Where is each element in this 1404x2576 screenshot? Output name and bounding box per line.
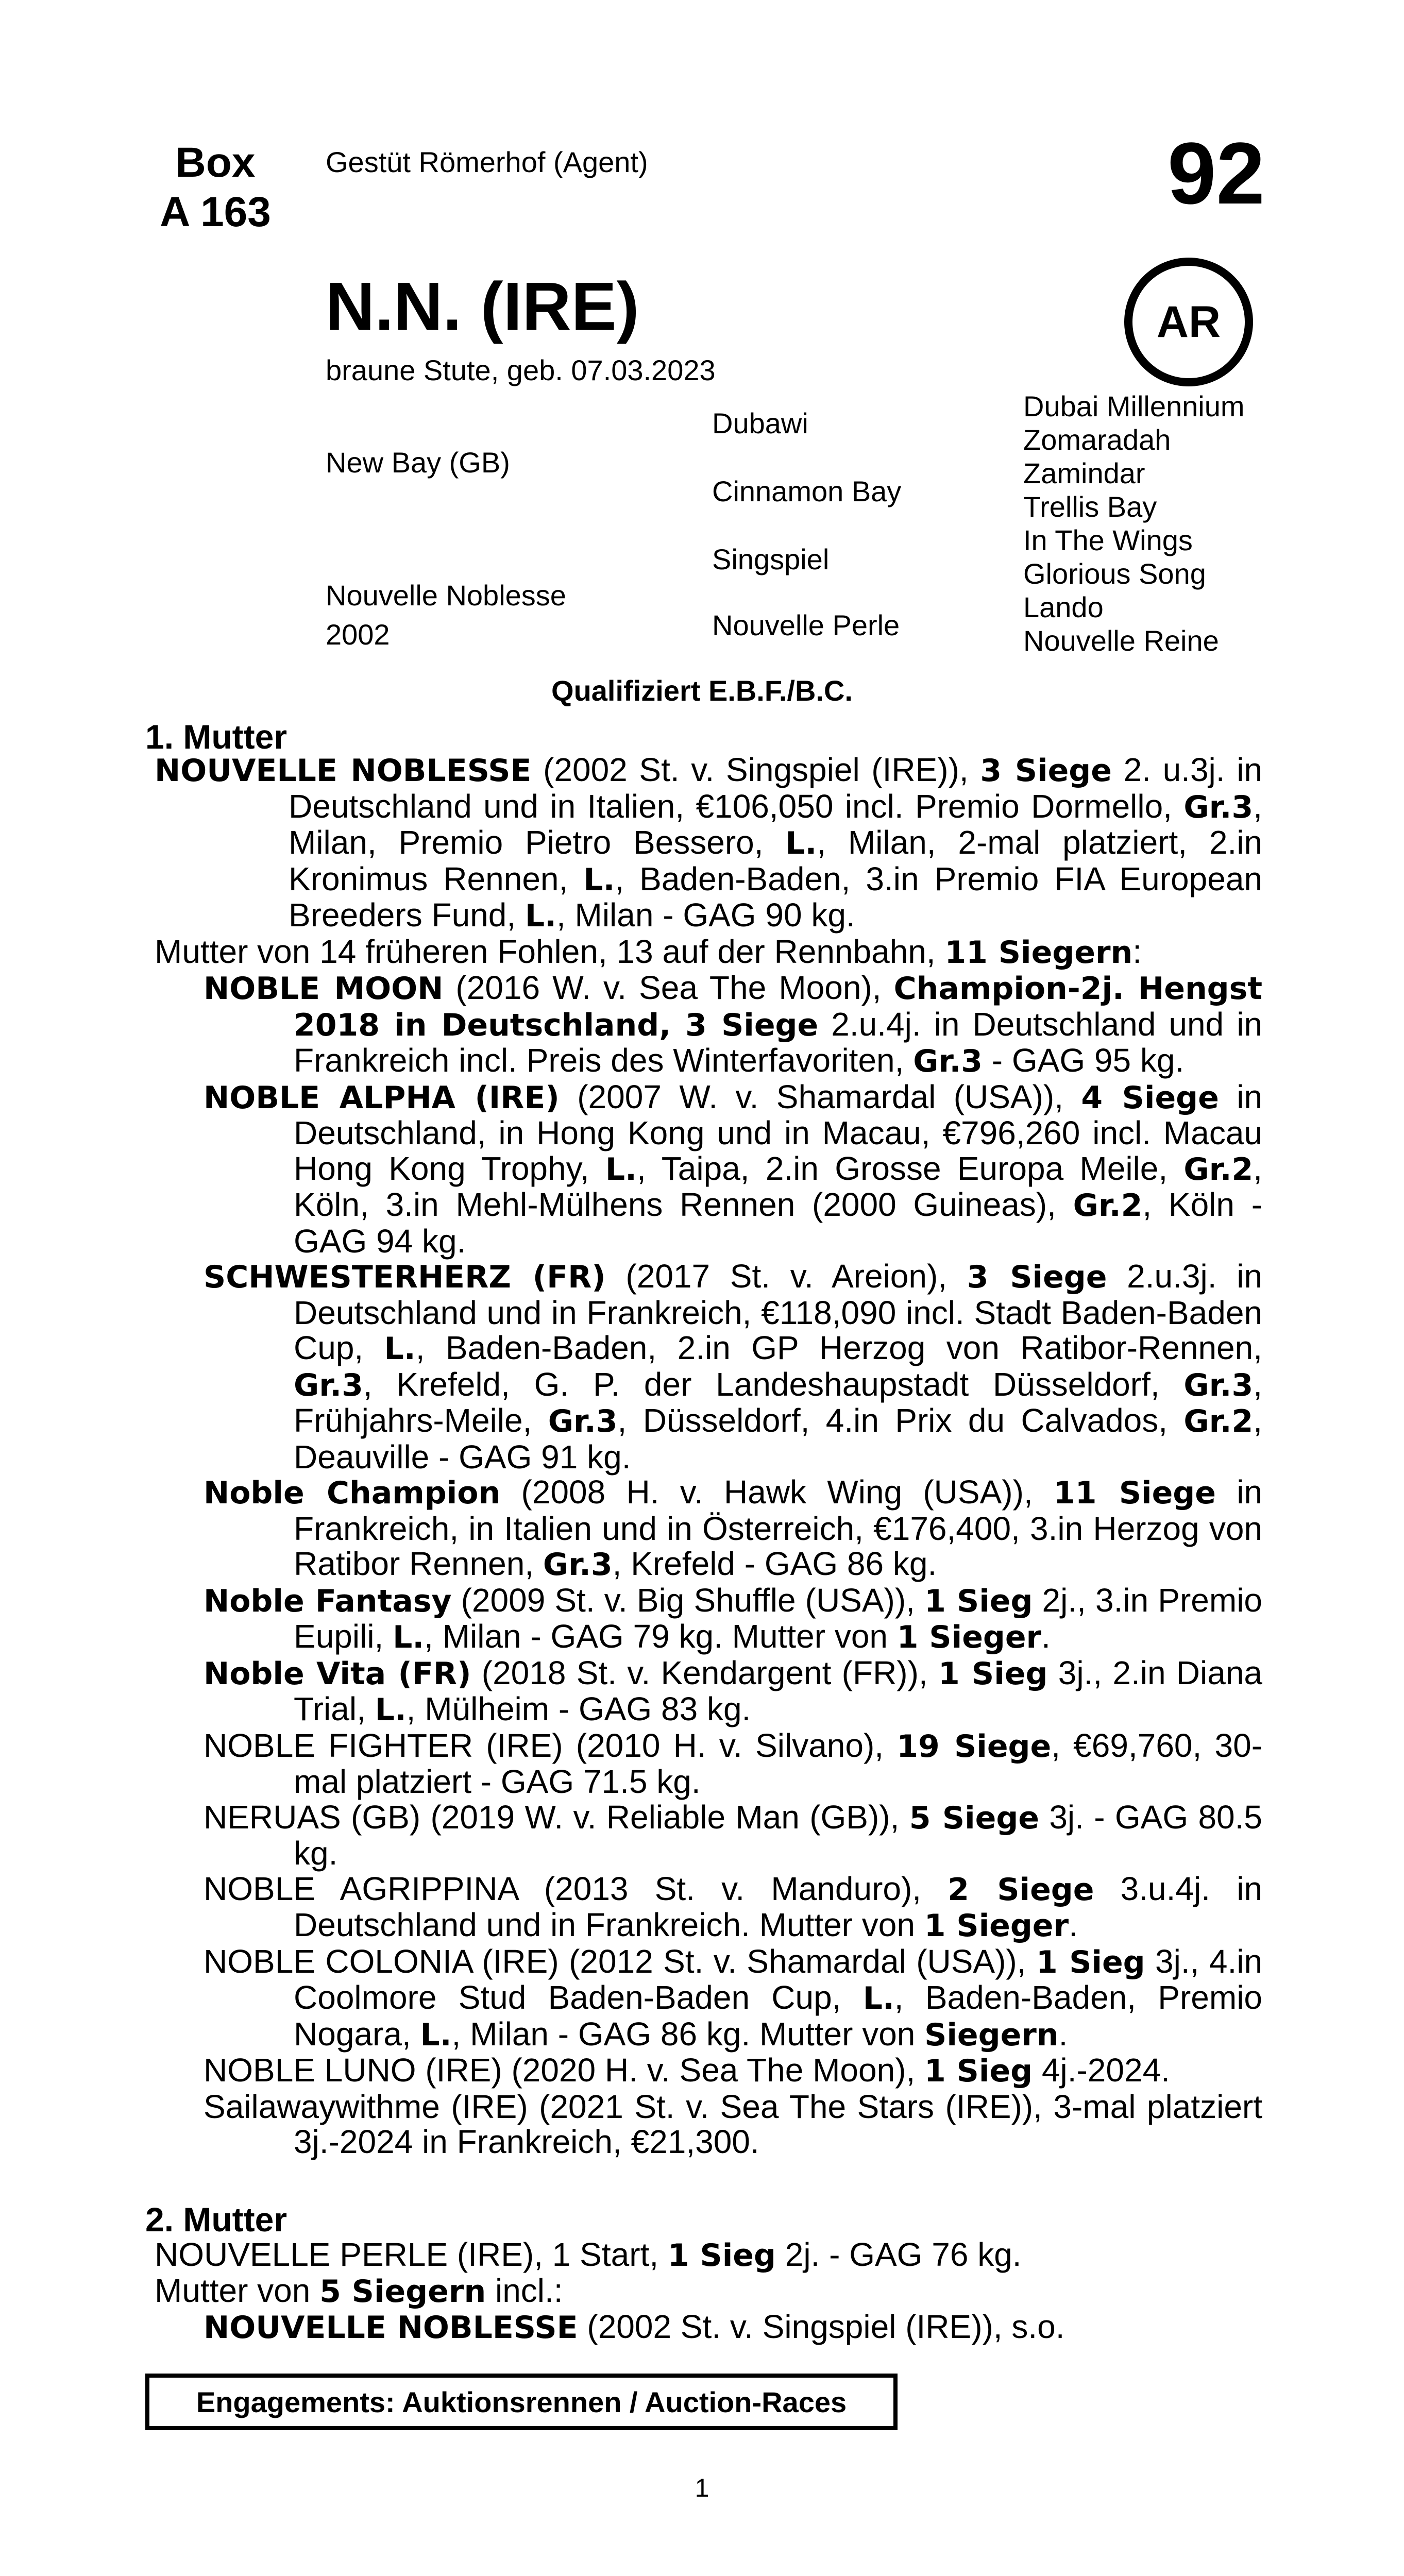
offspring-highlight: Gr.3 (543, 1547, 613, 1583)
pedigree-gen3-8: Nouvelle Reine (1023, 624, 1219, 657)
second-dam-text: 2j. - GAG 76 kg. (775, 2236, 1022, 2273)
offspring-highlight: Siegern (924, 2016, 1059, 2053)
offspring-entry (155, 1871, 1262, 1944)
offspring-text: . (1041, 1618, 1051, 1655)
offspring-entry (155, 1259, 1262, 1475)
offspring-highlight: L. (420, 2016, 452, 2053)
offspring-highlight: 3 Siege (967, 1259, 1107, 1295)
offspring-text: (2017 St. v. Areion), (605, 1258, 967, 1295)
offspring-text: , Krefeld, G. P. der Landeshaupstadt Düsseldorf, (363, 1365, 1184, 1403)
offspring-text: , Köln, 3.in Mehl-Mülhens Rennen (2000 Guineas), (294, 1149, 1263, 1223)
offspring-text: , Frühjahrs-Meile, (294, 1365, 1262, 1439)
second-dam-produce (155, 2273, 1262, 2309)
second-dam-offspring-name: NOUVELLE NOBLESSE (204, 2310, 578, 2346)
offspring-text: 3j., 2.in Diana Trial, (294, 1654, 1263, 1727)
offspring-text: 3j., 4.in Coolmore Stud Baden-Baden Cup, (294, 1942, 1263, 2016)
second-dam-text: incl.: (486, 2272, 563, 2309)
offspring-text: (2019 W. v. Reliable Man (GB)), (420, 1798, 909, 1836)
offspring-entry (155, 1728, 1262, 1800)
dam-text: , Baden-Baden, 3.in Premio FIA European Breeders Fund, (289, 860, 1263, 934)
offspring-name: Noble Champion (204, 1475, 501, 1511)
box-label (143, 138, 287, 237)
offspring-highlight: 2 Siege (948, 1871, 1094, 1908)
offspring-name: SCHWESTERHERZ (FR) (204, 1259, 606, 1295)
pedigree-gen3-6: Glorious Song (1023, 557, 1206, 590)
offspring-entry (155, 2089, 1262, 2160)
offspring-highlight: L. (862, 1980, 894, 2016)
offspring-text: (2020 H. v. Sea The Moon), (502, 2052, 925, 2089)
offspring-entry (155, 1583, 1262, 1655)
second-dam-highlight: 5 Siegern (319, 2274, 486, 2310)
offspring-text: , Milan - GAG 86 kg. Mutter von (451, 2015, 925, 2053)
dam-wins: 3 Siege (980, 753, 1112, 789)
second-dam-highlight: 1 Sieg (667, 2238, 776, 2274)
second-dam-title: 2. Mutter (145, 2200, 287, 2239)
offspring-text: , Mülheim - GAG 83 kg. (406, 1690, 751, 1727)
dam-text: , Milan, Premio Pietro Bessero, (289, 787, 1262, 861)
dam-name: NOUVELLE NOBLESSE (155, 753, 532, 789)
offspring-highlight: 19 Siege (896, 1728, 1052, 1765)
offspring-name: NOBLE AGRIPPINA (204, 1870, 518, 1907)
qualified-note: Qualifiziert E.B.F./B.C. (551, 674, 853, 707)
offspring-highlight: Champion-2j. Hengst 2018 in Deutschland, 3 Siege (294, 971, 1263, 1043)
box-title: Box (175, 139, 256, 186)
offspring-text: , Krefeld - GAG 86 kg. (612, 1545, 937, 1582)
lot-number: 92 (1167, 125, 1265, 223)
offspring-text: - GAG 95 kg. (983, 1042, 1185, 1079)
offspring-text: , Düsseldorf, 4.in Prix du Calvados, (617, 1402, 1184, 1439)
offspring-text: (2021 St. v. Sea The Stars (IRE)), 3-mal platziert 3j.-2024 in Frankreich, €21,300. (294, 2088, 1263, 2160)
first-dam-section (155, 752, 1262, 2160)
dam-text: (2002 St. v. Singspiel (IRE)), (531, 751, 980, 788)
offspring-name: NERUAS (GB) (204, 1798, 421, 1836)
offspring-highlight: L. (605, 1151, 637, 1188)
offspring-text: 2j., 3.in Premio Eupili, (294, 1581, 1263, 1655)
offspring-text: , Baden-Baden, Premio Nogara, (294, 1979, 1263, 2053)
offspring-text: 2.u.3j. in Deutschland und in Frankreich, €118,090 incl. Stadt Baden-Baden Cup, (294, 1258, 1263, 1366)
offspring-text: (2013 St. v. Manduro), (517, 1870, 948, 1907)
pedigree-sire-sire: Dubawi (712, 407, 808, 439)
offspring-text: , Taipa, 2.in Grosse Europa Meile, (636, 1149, 1184, 1187)
offspring-highlight: 1 Sieg (924, 1583, 1033, 1619)
first-dam-title: 1. Mutter (145, 718, 287, 756)
pedigree-dam-year: 2002 (326, 618, 390, 651)
offspring-text: (2012 St. v. Shamardal (USA)), (559, 1942, 1036, 1980)
offspring-entry (155, 1475, 1262, 1583)
offspring-text: (2008 H. v. Hawk Wing (USA)), (500, 1473, 1054, 1511)
offspring-highlight: 1 Sieg (1036, 1944, 1145, 1980)
horse-description: braune Stute, geb. 07.03.2023 (326, 354, 716, 386)
offspring-highlight: 4 Siege (1081, 1079, 1219, 1116)
pedigree-gen3-7: Lando (1023, 591, 1104, 623)
second-dam-offspring (155, 2309, 1262, 2345)
pedigree-dam: Nouvelle Noblesse (326, 579, 566, 612)
offspring-highlight: 5 Siege (909, 1800, 1039, 1836)
offspring-name: Noble Fantasy (204, 1583, 452, 1619)
offspring-text: (2009 St. v. Big Shuffle (USA)), (451, 1581, 925, 1619)
offspring-text: , Milan - GAG 79 kg. Mutter von (424, 1618, 897, 1655)
offspring-text: , €69,760, 30-mal platziert - GAG 71.5 kg. (294, 1726, 1263, 1800)
offspring-text: , Deauville - GAG 91 kg. (294, 1402, 1263, 1476)
second-dam-text: Mutter von (155, 2272, 320, 2309)
second-dam-text: NOUVELLE PERLE (IRE), 1 Start, (155, 2236, 668, 2273)
offspring-text: 2.u.4j. in Deutschland und in Frankreich incl. Preis des Winterfavoriten, (294, 1005, 1263, 1079)
box-number: A 163 (160, 189, 271, 235)
offspring-entry (155, 2053, 1262, 2089)
produce-text: Mutter von 14 früheren Fohlen, 13 auf der Rennbahn, (155, 933, 945, 970)
dam-listed: L. (785, 825, 817, 861)
offspring-text: 3.u.4j. in Deutschland und in Frankreich. Mutter von (294, 1870, 1263, 1943)
offspring-entry (155, 970, 1262, 1079)
dam-text: , Milan - GAG 90 kg. (556, 896, 855, 934)
offspring-highlight: L. (393, 1619, 425, 1655)
second-dam-line (155, 2237, 1262, 2273)
pedigree-sire: New Bay (GB) (326, 446, 510, 479)
offspring-highlight: L. (375, 1692, 407, 1728)
dam-entry (155, 752, 1262, 934)
dam-listed: L. (583, 861, 615, 898)
second-dam-text: (2002 St. v. Singspiel (IRE)), s.o. (578, 2308, 1065, 2345)
offspring-highlight: Gr.2 (1183, 1151, 1254, 1188)
offspring-highlight: Gr.2 (1183, 1403, 1254, 1439)
offspring-highlight: 1 Sieger (924, 1908, 1069, 1944)
offspring-name: Noble Vita (FR) (204, 1655, 471, 1692)
pedigree-gen3-1: Dubai Millennium (1023, 390, 1245, 422)
dam-text: 2. u.3j. in Deutschland und in Italien, €106,050 incl. Premio Dormello, (289, 751, 1263, 825)
offspring-text: . (1058, 2015, 1068, 2053)
offspring-text: in Frankreich, in Italien und in Österreich, €176,400, 3.in Herzog von Ratibor Rennen, (294, 1473, 1263, 1582)
produce-text: : (1132, 933, 1142, 970)
offspring-highlight: Gr.2 (1073, 1188, 1143, 1224)
ar-badge: AR (1124, 258, 1253, 386)
offspring-highlight: Gr.3 (913, 1043, 983, 1079)
produce-summary (155, 934, 1262, 971)
offspring-highlight: Gr.3 (1183, 1367, 1254, 1403)
offspring-entry (155, 1079, 1262, 1259)
offspring-name: Sailawaywithme (IRE) (204, 2088, 528, 2125)
dam-grade: Gr.3 (1183, 789, 1254, 825)
pedigree-gen3-2: Zomaradah (1023, 423, 1171, 456)
offspring-name: NOBLE FIGHTER (IRE) (204, 1726, 563, 1764)
offspring-text: , Baden-Baden, 2.in GP Herzog von Ratibor-Rennen, (415, 1329, 1263, 1366)
pedigree-gen3-5: In The Wings (1023, 524, 1193, 556)
dam-text: , Milan, 2-mal platziert, 2.in Kronimus Rennen, (289, 824, 1262, 897)
offspring-entry (155, 1800, 1262, 1871)
offspring-text: 4j.-2024. (1033, 2052, 1170, 2089)
offspring-highlight: Gr.3 (548, 1403, 618, 1439)
horse-name: N.N. (IRE) (326, 268, 639, 344)
offspring-text: (2016 W. v. Sea The Moon), (443, 969, 894, 1006)
produce-winners: 11 Siegern (944, 934, 1133, 971)
offspring-text: 3j. - GAG 80.5 kg. (294, 1798, 1263, 1872)
pedigree-dam-dam: Nouvelle Perle (712, 609, 900, 641)
pedigree-sire-dam: Cinnamon Bay (712, 475, 902, 507)
offspring-text: , Köln - GAG 94 kg. (294, 1186, 1263, 1260)
offspring-entry (155, 1655, 1262, 1728)
offspring-highlight: 1 Sieg (938, 1655, 1048, 1692)
second-dam-section (155, 2237, 1262, 2345)
offspring-name: NOBLE LUNO (IRE) (204, 2052, 502, 2089)
offspring-highlight: 11 Siege (1053, 1475, 1216, 1511)
offspring-highlight: 1 Sieg (924, 2053, 1033, 2089)
offspring-text: in Deutschland, in Hong Kong und in Macau, €796,260 incl. Macau Hong Kong Trophy, (294, 1078, 1263, 1187)
offspring-name: NOBLE COLONIA (IRE) (204, 1942, 559, 1980)
offspring-text: (2010 H. v. Silvano), (563, 1726, 897, 1764)
pedigree-dam-sire: Singspiel (712, 543, 830, 575)
offspring-entry (155, 1944, 1262, 2053)
offspring-text: (2018 St. v. Kendargent (FR)), (471, 1654, 938, 1691)
offspring-text: . (1069, 1906, 1078, 1943)
dam-listed: L. (525, 898, 556, 934)
seller-name: Gestüt Römerhof (Agent) (326, 146, 648, 178)
offspring-name: NOBLE ALPHA (IRE) (204, 1079, 560, 1116)
page-number: 1 (695, 2473, 709, 2502)
offspring-name: NOBLE MOON (204, 971, 444, 1007)
offspring-text: (2007 W. v. Shamardal (USA)), (559, 1078, 1081, 1115)
pedigree-gen3-4: Trellis Bay (1023, 490, 1157, 523)
offspring-highlight: L. (384, 1331, 416, 1367)
engagements-box: Engagements: Auktionsrennen / Auction-Races (145, 2374, 898, 2430)
offspring-highlight: Gr.3 (294, 1367, 363, 1403)
pedigree-gen3-3: Zamindar (1023, 457, 1145, 489)
offspring-highlight: 1 Sieger (896, 1619, 1042, 1655)
